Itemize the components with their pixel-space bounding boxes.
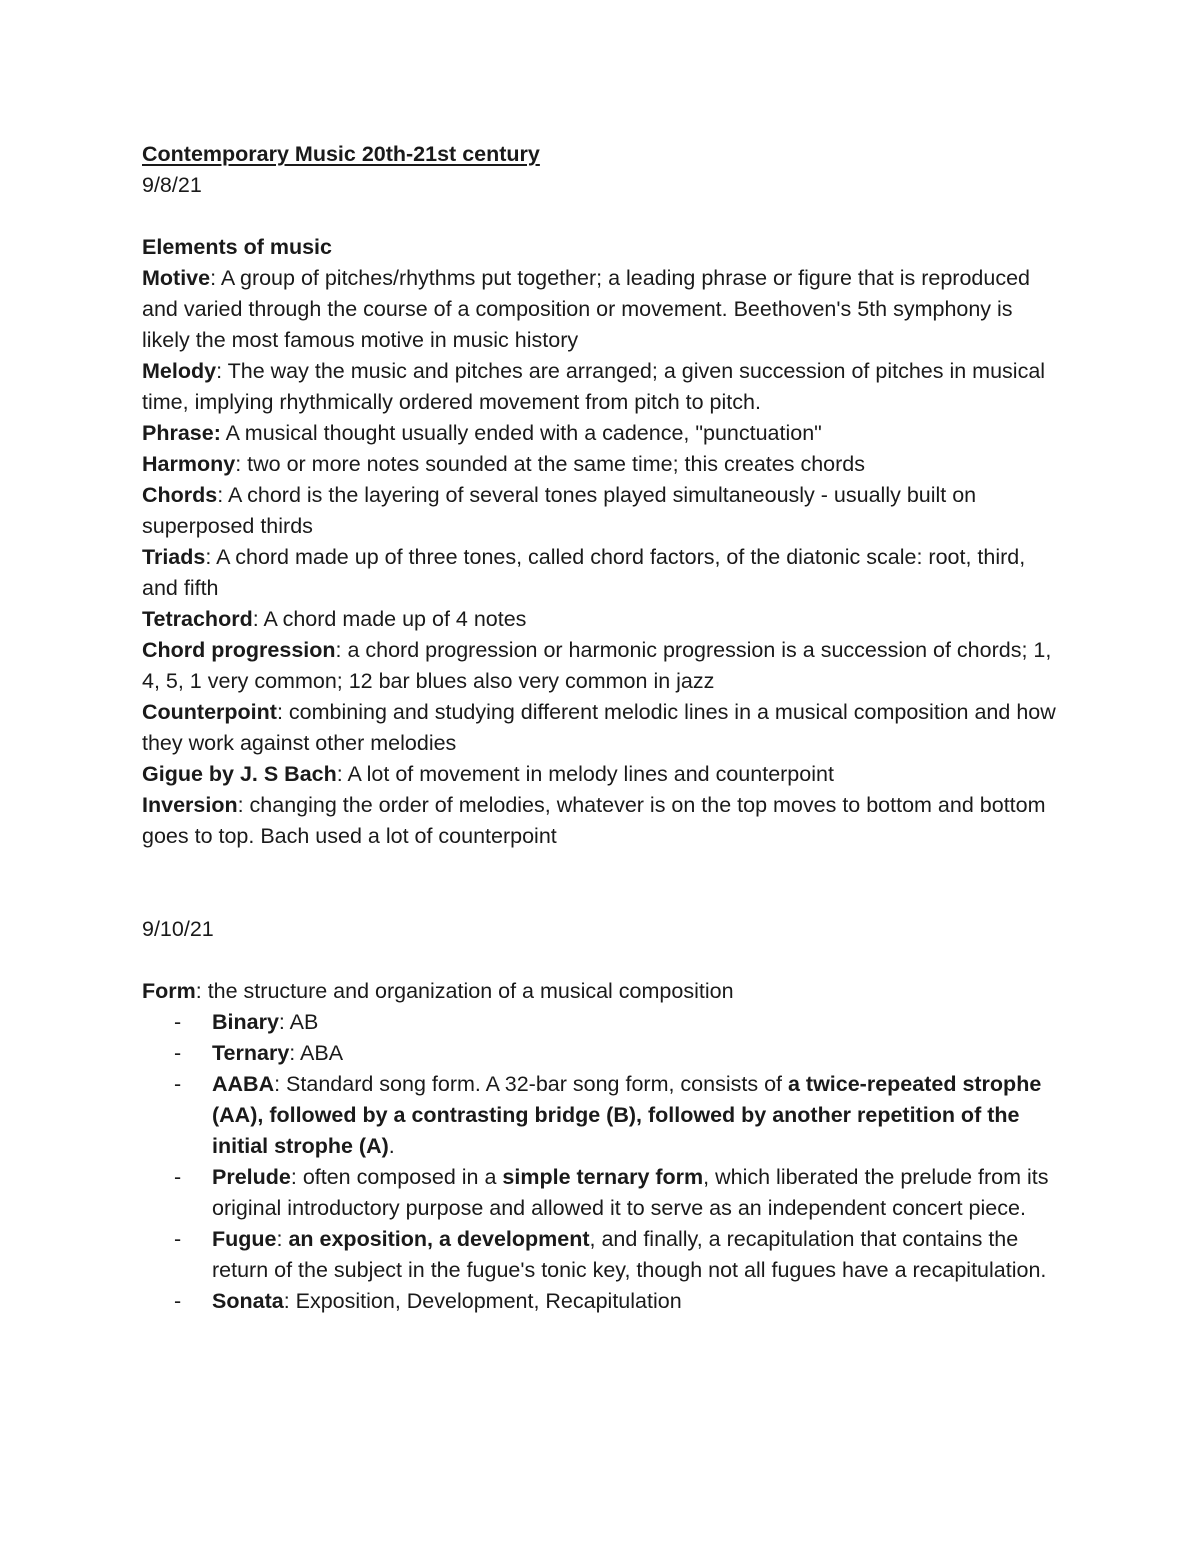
definition-item (142, 604, 1062, 635)
list-text-tail: . (388, 1134, 395, 1158)
bullet-dash: - (174, 1072, 182, 1096)
list-text: : ABA (289, 1041, 344, 1065)
definition-text: : two or more notes sounded at the same time; this creates chords (235, 452, 865, 476)
form-definition (142, 976, 1062, 1007)
bullet-dash: - (174, 1010, 182, 1034)
definition-term: Melody (142, 359, 217, 383)
definition-text: : A lot of movement in melody lines and counterpoint (336, 762, 834, 786)
list-item (142, 1224, 1062, 1286)
definition-term: Tetrachord (142, 607, 253, 631)
list-text: : Standard song form. A 32-bar song form, consists of (274, 1072, 788, 1096)
list-term: Sonata (212, 1289, 284, 1313)
list-text-tail: , which liberated the prelude from its original introductory purpose and allowed it to serve as an independent concert piece. (212, 1165, 1049, 1220)
list-term: Fugue (212, 1227, 277, 1251)
list-item (142, 1007, 1062, 1038)
definition-term: Chord progression (142, 638, 336, 662)
definition-term: Triads (142, 545, 206, 569)
list-bold-text: a twice-repeated strophe (AA), followed by a contrasting bridge (B), followed by another repetition of the initial strophe (A) (212, 1072, 1042, 1158)
spacer (142, 945, 1062, 976)
spacer (142, 852, 1062, 914)
definition-item (142, 356, 1062, 418)
definition-text: : combining and studying different melodic lines in a musical composition and how they work against other melodies (142, 700, 1056, 755)
definition-text: : changing the order of melodies, whatever is on the top moves to bottom and bottom goes to top. Bach used a lot of counterpoint (142, 793, 1046, 848)
definition-term: Harmony (142, 452, 236, 476)
list-text: : often composed in a (290, 1165, 503, 1189)
definition-item (142, 480, 1062, 542)
definition-item (142, 263, 1062, 356)
definition-text: : the structure and organization of a musical composition (195, 979, 734, 1003)
definition-term: Form (142, 979, 196, 1003)
definition-text: : The way the music and pitches are arranged; a given succession of pitches in musical time, implying rhythmically ordered movement from pitch to pitch. (142, 359, 1046, 414)
definition-item (142, 759, 1062, 790)
list-term: AABA (212, 1072, 275, 1096)
definition-text: : A chord is the layering of several tones played simultaneously - usually built on superposed thirds (142, 483, 977, 538)
definition-term: Chords (142, 483, 218, 507)
document-page (142, 139, 1062, 1317)
bullet-dash: - (174, 1289, 182, 1313)
definition-item (142, 449, 1062, 480)
definition-term: Motive (142, 266, 211, 290)
bullet-dash: - (174, 1165, 182, 1189)
list-term: Ternary (212, 1041, 290, 1065)
definition-item (142, 542, 1062, 604)
list-term: Prelude (212, 1165, 291, 1189)
date-label: 9/10/21 (142, 917, 214, 941)
definition-text: A musical thought usually ended with a cadence, "punctuation" (220, 421, 822, 445)
date-label: 9/8/21 (142, 173, 202, 197)
document-title: Contemporary Music 20th-21st century (142, 142, 540, 166)
section-heading: Elements of music (142, 235, 332, 259)
list-bold-text: an exposition, a development (288, 1227, 590, 1251)
bullet-dash: - (174, 1041, 182, 1065)
definition-item (142, 697, 1062, 759)
definition-item (142, 635, 1062, 697)
definition-term: Gigue by J. S Bach (142, 762, 337, 786)
definition-text: : A group of pitches/rhythms put together; a leading phrase or figure that is reproduced and varied through the course of a composition or movement. Beethoven's 5th symphony is likely the most famous motive in music history (142, 266, 1030, 352)
definition-text: : A chord made up of 4 notes (252, 607, 527, 631)
list-text: : AB (278, 1010, 319, 1034)
list-text-tail: , and finally, a recapitulation that contains the return of the subject in the fugue's tonic key, though not all fugues have a recapitulation. (212, 1227, 1047, 1282)
list-item (142, 1069, 1062, 1162)
bullet-dash: - (174, 1227, 182, 1251)
definition-text: : A chord made up of three tones, called chord factors, of the diatonic scale: root, third, and fifth (142, 545, 1026, 600)
list-text: : Exposition, Development, Recapitulation (283, 1289, 682, 1313)
definition-item (142, 418, 1062, 449)
list-text: : (276, 1227, 289, 1251)
definition-term: Counterpoint (142, 700, 277, 724)
spacer (142, 201, 1062, 232)
list-bold-text: simple ternary form (502, 1165, 704, 1189)
form-list (142, 1007, 1062, 1317)
list-item (142, 1286, 1062, 1317)
list-item (142, 1162, 1062, 1224)
definition-term: Inversion (142, 793, 238, 817)
list-term: Binary (212, 1010, 279, 1034)
definition-item (142, 790, 1062, 852)
definition-term: Phrase: (142, 421, 221, 445)
definition-text: : a chord progression or harmonic progression is a succession of chords; 1, 4, 5, 1 very common; 12 bar blues also very common in jazz (142, 638, 1052, 693)
list-item (142, 1038, 1062, 1069)
